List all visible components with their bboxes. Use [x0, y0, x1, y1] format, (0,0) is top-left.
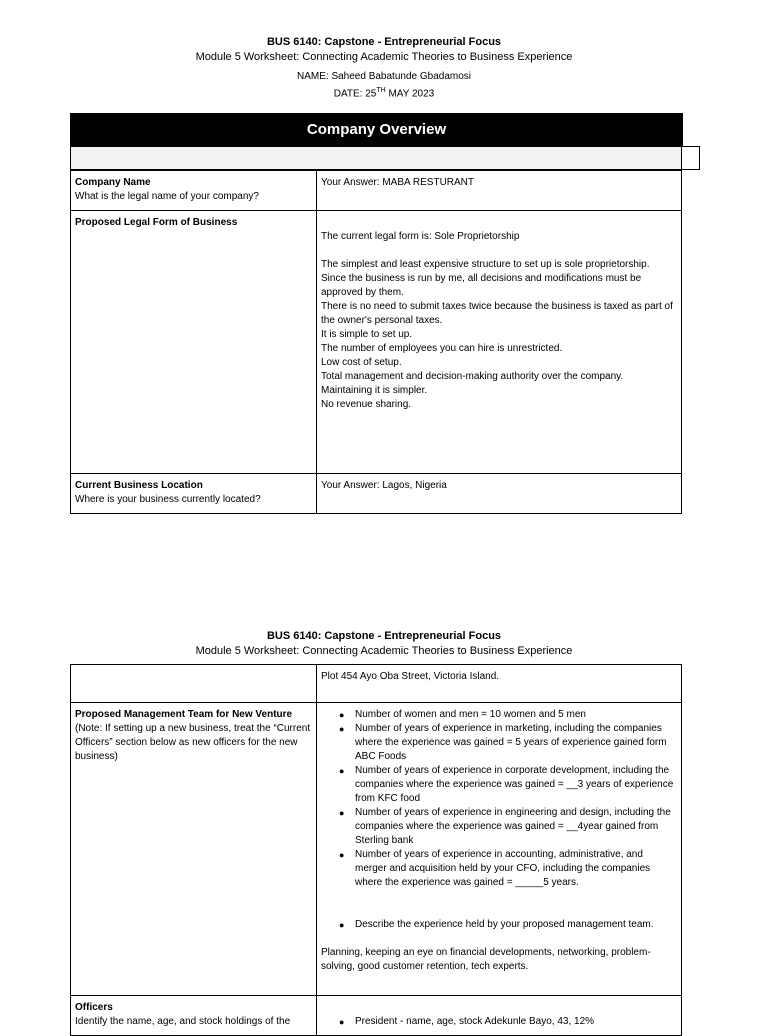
officers-answer: [317, 996, 682, 1036]
row-label: Proposed Legal Form of Business: [75, 217, 238, 228]
describe-list: [321, 918, 677, 932]
legal-form-intro: The current legal form is: Sole Proprietorship: [321, 231, 520, 242]
answer-line: Low cost of setup.: [321, 357, 402, 368]
table-row: [71, 665, 682, 703]
company-overview-table: [70, 170, 682, 514]
table-row: [71, 474, 682, 514]
table-row: [71, 171, 682, 211]
row-note: (Note: If setting up a new business, treat the “Current Officers” section below as new officers for the new business): [75, 723, 311, 762]
row-question: Identify the name, age, and stock holdings of the: [75, 1016, 291, 1027]
list-item: ● Number of years of experience in engineering and design, including the companies where the experience was gained = __4year gained from Sterling bank: [355, 806, 677, 848]
management-summary: Planning, keeping an eye on financial developments, networking, problem-solving, good customer retention, tech experts.: [321, 947, 651, 972]
experience-list: [321, 708, 677, 890]
row-label: Company Name: [75, 177, 151, 188]
table-row: [71, 211, 682, 474]
legal-form-answer: [317, 211, 682, 474]
student-name: NAME: Saheed Babatunde Gbadamosi: [297, 71, 471, 82]
company-name-cell: [71, 171, 317, 211]
submission-date: DATE: 25TH MAY 2023: [333, 87, 435, 100]
answer-line: Total management and decision-making authority over the company.: [321, 371, 624, 382]
worksheet-title: Module 5 Worksheet: Connecting Academic Theories to Business Experience: [195, 51, 573, 63]
section-title: Company Overview: [70, 113, 683, 146]
answer-line: The number of employees you can hire is unrestricted.: [321, 343, 563, 354]
address-answer: Plot 454 Ayo Oba Street, Victoria Island.: [317, 665, 682, 703]
header-spacer-row: [70, 146, 682, 170]
row-question: What is the legal name of your company?: [75, 191, 259, 202]
worksheet-title-page2: Module 5 Worksheet: Connecting Academic Theories to Business Experience: [195, 645, 573, 657]
header-spacer-extension: [682, 146, 700, 170]
management-team-answer: [317, 703, 682, 996]
company-name-answer: Your Answer: MABA RESTURANT: [317, 171, 682, 211]
row-label: Current Business Location: [75, 480, 203, 491]
officers-list: [321, 1015, 677, 1029]
list-item: ● Number of years of experience in marketing, including the companies where the experience was gained = 5 years of experience gained form ABC Foods: [355, 722, 677, 764]
answer-line: There is no need to submit taxes twice because the business is taxed as part of the owner's personal taxes.: [321, 301, 673, 326]
management-team-cell: [71, 703, 317, 996]
row-label: Officers: [75, 1002, 113, 1013]
list-item: ● President - name, age, stock Adekunle Bayo, 43, 12%: [355, 1015, 677, 1029]
list-item: ● Describe the experience held by your proposed management team.: [355, 918, 677, 932]
answer-line: The simplest and least expensive structure to set up is sole proprietorship. Since the business is run by me, all decisions and modifications must be approved by them.: [321, 259, 650, 298]
table-row: [71, 996, 682, 1036]
officers-cell: [71, 996, 317, 1036]
address-label-cell: [71, 665, 317, 703]
location-cell: [71, 474, 317, 514]
table-row: [71, 703, 682, 996]
row-label: Proposed Management Team for New Venture: [75, 709, 293, 720]
list-item: ● Number of years of experience in corporate development, including the companies where the experience was gained = __3 years of experience from KFC food: [355, 764, 677, 806]
answer-line: No revenue sharing.: [321, 399, 412, 410]
answer-line: It is simple to set up.: [321, 329, 413, 340]
legal-form-cell: [71, 211, 317, 474]
answer-line: Maintaining it is simpler.: [321, 385, 428, 396]
location-answer: Your Answer: Lagos, Nigeria: [317, 474, 682, 514]
list-item: ● Number of women and men = 10 women and 5 men: [355, 708, 677, 722]
row-question: Where is your business currently located?: [75, 494, 261, 505]
course-title-page2: BUS 6140: Capstone - Entrepreneurial Focus: [266, 630, 502, 642]
course-title: BUS 6140: Capstone - Entrepreneurial Focus: [266, 36, 502, 48]
list-item: ● Number of years of experience in accounting, administrative, and merger and acquisition held by your CFO, including the companies where the experience was gained = _____5 years.: [355, 848, 677, 890]
management-table: [70, 664, 682, 1036]
